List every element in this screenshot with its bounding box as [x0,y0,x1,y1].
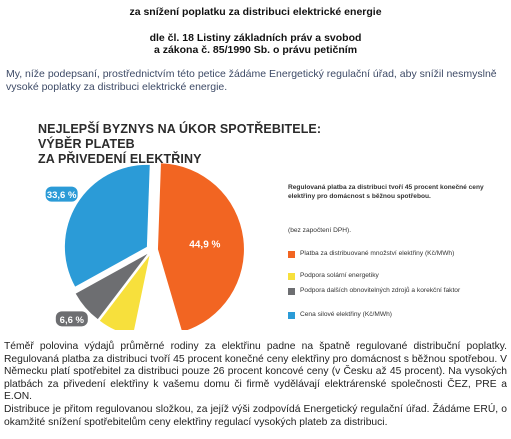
legend-swatch [288,251,295,258]
petition-lead-text: My, níže podepsaní, prostřednictvím této petice žádáme Energetický regulační úřad, aby snížil nesmyslně vysoké poplatky za distribuci elektrické energie. [6,68,497,93]
slice-label [56,311,88,326]
slice-label-text: 6,6 % [59,314,84,326]
pie-slice [65,165,150,287]
legend-label: Podpora solární energetiky [300,272,379,279]
legend-item [288,287,488,311]
pie-chart [22,112,292,330]
legal-basis-line: dle čl. 18 Listiny základních práv a svobod [149,32,362,44]
legend-item [288,272,488,287]
petition-body [4,341,507,429]
legend-item [288,250,488,272]
chart-note: Regulovaná platba za distribuci tvoří 45 procent konečné ceny elektřiny pro domácnost s běžnou spotřebou. [288,184,484,200]
body-paragraph: Téměř polovina výdajů průměrné rodiny za elektřinu padne na špatně regulované distribuční poplatky. Regulovaná platba za distribuci tvoří 45 procent konečné ceny elektřiny pro domácnost s běžnou spotřebou. V Německu platí spotřebitel za distribuci pouze 26 procent koncové ceny (v Česku až 45 procent). Na vysokých platbách za přivedení elektřiny k vašemu domu či firmě vydělávají elektrárenské společnosti ČEZ, PRE a E.ON. [4,341,507,403]
legend-label: Platba za distribuované množství elektřiny (Kč/MWh) [300,250,455,257]
legend-swatch [288,273,295,280]
chart-note-vat: (bez započtení DPH). [288,227,352,234]
legend-item [288,311,488,333]
chart-legend [288,250,488,333]
chart-title-line: ZA PŘIVEDENÍ ELEKTŘINY [38,152,202,166]
petition-heading: za snížení poplatku za distribuci elektrické energie [129,6,382,18]
chart-title-line: NEJLEPŠÍ BYZNYS NA ÚKOR SPOTŘEBITELE: VÝBĚR PLATEB [38,122,322,151]
body-paragraph: Distribuce je přitom regulovanou složkou, za jejíž výši zodpovídá Energetický regulační úřad. Žádáme ERÚ, o okamžité snížení spotřebitelům ceny elektřiny regulací vysokých plateb za distribuci. [4,403,507,428]
legend-swatch [288,312,295,319]
legend-swatch [288,288,295,295]
legend-label: Podpora dalších obnovitelných zdrojů a korekční faktor [300,287,461,294]
slice-label [46,187,78,202]
infographic [22,112,490,330]
legend-label: Cena silové elektřiny (Kč/MWh) [300,311,392,318]
legal-basis-line: a zákona č. 85/1990 Sb. o právu petičním [153,44,358,56]
slice-label-text: 33,6 % [46,190,77,202]
slice-label-text: 44,9 % [189,239,221,251]
